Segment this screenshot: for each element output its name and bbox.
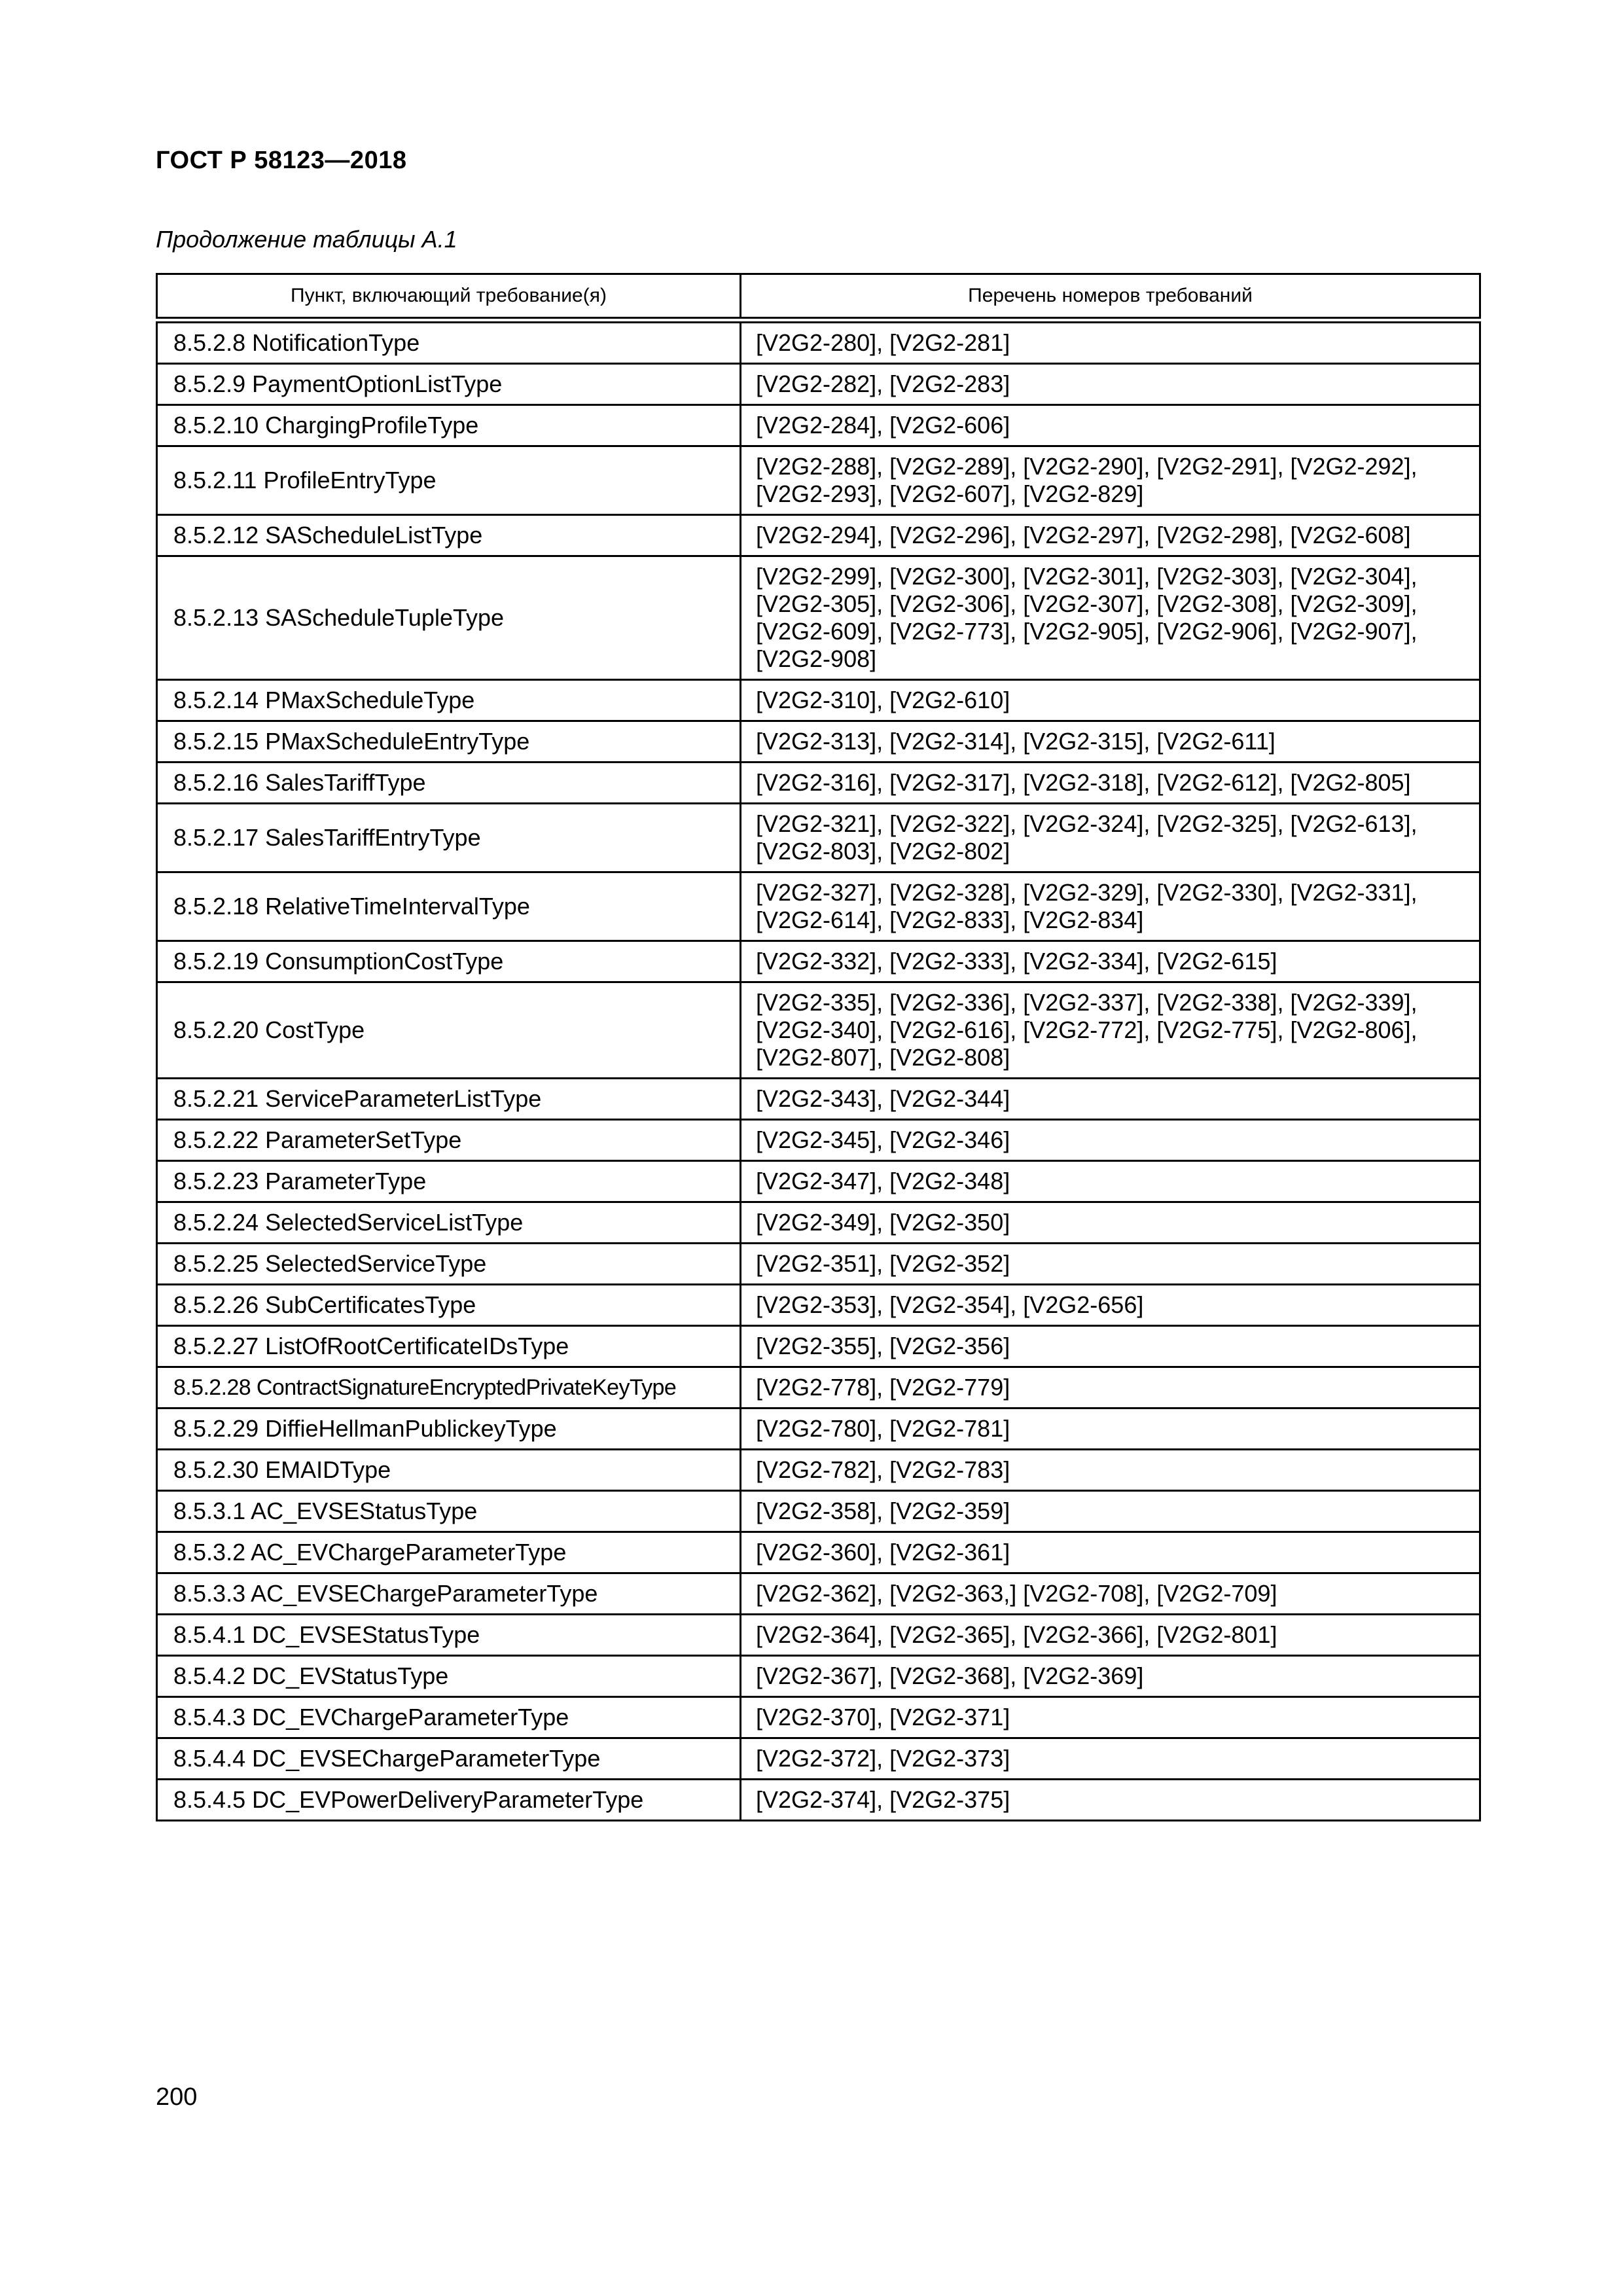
- requirements-cell: [741, 1780, 1480, 1821]
- requirements-line: [V2G2-370], [V2G2-371]: [756, 1704, 1010, 1731]
- requirements-line: [V2G2-284], [V2G2-606]: [756, 412, 1010, 439]
- table-row: [157, 320, 1480, 364]
- requirements-cell: [741, 1326, 1480, 1367]
- table-row: [157, 1656, 1480, 1697]
- item-cell: 8.5.2.15 PMaxScheduleEntryType: [157, 721, 741, 762]
- requirements-line: [V2G2-908]: [756, 645, 877, 672]
- requirements-line: [V2G2-367], [V2G2-368], [V2G2-369]: [756, 1662, 1144, 1689]
- requirements-cell: [741, 941, 1480, 982]
- requirements-line: [V2G2-282], [V2G2-283]: [756, 370, 1010, 397]
- item-cell: 8.5.3.3 AC_EVSEChargeParameterType: [157, 1573, 741, 1615]
- item-cell: 8.5.4.3 DC_EVChargeParameterType: [157, 1697, 741, 1738]
- table-row: [157, 762, 1480, 804]
- requirements-cell: [741, 320, 1480, 364]
- item-cell: 8.5.2.9 PaymentOptionListType: [157, 364, 741, 405]
- requirements-cell: [741, 1450, 1480, 1491]
- table-row: [157, 1202, 1480, 1244]
- requirements-cell: [741, 364, 1480, 405]
- table-row: [157, 982, 1480, 1079]
- requirements-line: [V2G2-609], [V2G2-773], [V2G2-905], [V2G2-906], [V2G2-907],: [756, 618, 1418, 645]
- table-row: [157, 1532, 1480, 1573]
- item-cell: 8.5.2.26 SubCertificatesType: [157, 1285, 741, 1326]
- requirements-cell: [741, 1615, 1480, 1656]
- item-cell: 8.5.2.30 EMAIDType: [157, 1450, 741, 1491]
- requirements-line: [V2G2-310], [V2G2-610]: [756, 687, 1010, 713]
- table-body: [157, 320, 1480, 1821]
- requirements-line: [V2G2-335], [V2G2-336], [V2G2-337], [V2G2-338], [V2G2-339],: [756, 989, 1418, 1016]
- requirements-line: [V2G2-321], [V2G2-322], [V2G2-324], [V2G2-325], [V2G2-613],: [756, 810, 1418, 837]
- table-row: [157, 1408, 1480, 1450]
- column-header-item: Пункт, включающий требование(я): [157, 274, 741, 321]
- table-header-row: [157, 274, 1480, 321]
- requirements-cell: [741, 1408, 1480, 1450]
- requirements-cell: [741, 515, 1480, 556]
- item-cell: 8.5.2.17 SalesTariffEntryType: [157, 804, 741, 872]
- requirements-cell: [741, 1532, 1480, 1573]
- requirements-line: [V2G2-360], [V2G2-361]: [756, 1539, 1010, 1566]
- item-cell: 8.5.2.25 SelectedServiceType: [157, 1244, 741, 1285]
- requirements-cell: [741, 1656, 1480, 1697]
- requirements-cell: [741, 1285, 1480, 1326]
- requirements-line: [V2G2-288], [V2G2-289], [V2G2-290], [V2G2-291], [V2G2-292],: [756, 453, 1418, 480]
- table-row: [157, 515, 1480, 556]
- requirements-line: [V2G2-294], [V2G2-296], [V2G2-297], [V2G2-298], [V2G2-608]: [756, 522, 1411, 548]
- requirements-cell: [741, 1244, 1480, 1285]
- requirements-cell: [741, 446, 1480, 515]
- requirements-line: [V2G2-355], [V2G2-356]: [756, 1333, 1010, 1359]
- requirements-line: [V2G2-778], [V2G2-779]: [756, 1374, 1010, 1401]
- item-cell: 8.5.4.5 DC_EVPowerDeliveryParameterType: [157, 1780, 741, 1821]
- requirements-cell: [741, 1738, 1480, 1780]
- table-row: [157, 1120, 1480, 1161]
- requirements-line: [V2G2-347], [V2G2-348]: [756, 1168, 1010, 1194]
- requirements-cell: [741, 872, 1480, 941]
- column-header-reqs: Перечень номеров требований: [741, 274, 1480, 321]
- requirements-line: [V2G2-372], [V2G2-373]: [756, 1745, 1010, 1772]
- requirements-line: [V2G2-345], [V2G2-346]: [756, 1126, 1010, 1153]
- requirements-cell: [741, 1491, 1480, 1532]
- item-cell: 8.5.2.19 ConsumptionCostType: [157, 941, 741, 982]
- item-cell: 8.5.4.1 DC_EVSEStatusType: [157, 1615, 741, 1656]
- requirements-line: [V2G2-364], [V2G2-365], [V2G2-366], [V2G2-801]: [756, 1621, 1277, 1648]
- table-row: [157, 872, 1480, 941]
- table-row: [157, 364, 1480, 405]
- requirements-line: [V2G2-780], [V2G2-781]: [756, 1415, 1010, 1442]
- item-cell: 8.5.2.29 DiffieHellmanPublickeyType: [157, 1408, 741, 1450]
- table-row: [157, 1244, 1480, 1285]
- item-cell: 8.5.2.13 SAScheduleTupleType: [157, 556, 741, 680]
- item-cell: 8.5.2.12 SAScheduleListType: [157, 515, 741, 556]
- item-cell: 8.5.2.21 ServiceParameterListType: [157, 1079, 741, 1120]
- requirements-table: [156, 273, 1481, 1821]
- requirements-line: [V2G2-349], [V2G2-350]: [756, 1209, 1010, 1236]
- requirements-cell: [741, 982, 1480, 1079]
- table-row: [157, 1161, 1480, 1202]
- table-row: [157, 1738, 1480, 1780]
- table-row: [157, 804, 1480, 872]
- item-cell: 8.5.2.28 ContractSignatureEncryptedPrivateKeyType: [157, 1367, 741, 1408]
- table-row: [157, 721, 1480, 762]
- requirements-line: [V2G2-299], [V2G2-300], [V2G2-301], [V2G2-303], [V2G2-304],: [756, 563, 1418, 590]
- table-row: [157, 1491, 1480, 1532]
- requirements-cell: [741, 804, 1480, 872]
- requirements-cell: [741, 1367, 1480, 1408]
- requirements-line: [V2G2-803], [V2G2-802]: [756, 838, 1010, 865]
- requirements-line: [V2G2-327], [V2G2-328], [V2G2-329], [V2G2-330], [V2G2-331],: [756, 879, 1418, 906]
- requirements-cell: [741, 1697, 1480, 1738]
- table-row: [157, 941, 1480, 982]
- item-cell: 8.5.3.2 AC_EVChargeParameterType: [157, 1532, 741, 1573]
- table-row: [157, 1780, 1480, 1821]
- requirements-cell: [741, 762, 1480, 804]
- table-header: [157, 274, 1480, 321]
- requirements-line: [V2G2-807], [V2G2-808]: [756, 1044, 1010, 1071]
- requirements-line: [V2G2-305], [V2G2-306], [V2G2-307], [V2G2-308], [V2G2-309],: [756, 590, 1418, 617]
- requirements-line: [V2G2-362], [V2G2-363,] [V2G2-708], [V2G2-709]: [756, 1580, 1277, 1607]
- item-cell: 8.5.2.20 CostType: [157, 982, 741, 1079]
- table-row: [157, 1326, 1480, 1367]
- item-cell: 8.5.2.18 RelativeTimeIntervalType: [157, 872, 741, 941]
- table-row: [157, 405, 1480, 446]
- requirements-line: [V2G2-614], [V2G2-833], [V2G2-834]: [756, 906, 1144, 933]
- table-row: [157, 446, 1480, 515]
- table-row: [157, 1615, 1480, 1656]
- requirements-line: [V2G2-293], [V2G2-607], [V2G2-829]: [756, 480, 1144, 507]
- table-row: [157, 1450, 1480, 1491]
- requirements-line: [V2G2-280], [V2G2-281]: [756, 329, 1010, 356]
- item-cell: 8.5.2.23 ParameterType: [157, 1161, 741, 1202]
- requirements-line: [V2G2-340], [V2G2-616], [V2G2-772], [V2G2-775], [V2G2-806],: [756, 1016, 1418, 1043]
- requirements-cell: [741, 405, 1480, 446]
- requirements-cell: [741, 1202, 1480, 1244]
- item-cell: 8.5.2.11 ProfileEntryType: [157, 446, 741, 515]
- requirements-cell: [741, 1161, 1480, 1202]
- requirements-cell: [741, 1573, 1480, 1615]
- requirements-cell: [741, 721, 1480, 762]
- requirements-line: [V2G2-351], [V2G2-352]: [756, 1250, 1010, 1277]
- item-cell: 8.5.4.4 DC_EVSEChargeParameterType: [157, 1738, 741, 1780]
- item-cell: 8.5.2.16 SalesTariffType: [157, 762, 741, 804]
- item-cell: 8.5.3.1 AC_EVSEStatusType: [157, 1491, 741, 1532]
- requirements-line: [V2G2-353], [V2G2-354], [V2G2-656]: [756, 1291, 1144, 1318]
- table-row: [157, 1079, 1480, 1120]
- document-header: ГОСТ Р 58123—2018: [156, 147, 407, 174]
- requirements-line: [V2G2-313], [V2G2-314], [V2G2-315], [V2G2-611]: [756, 728, 1275, 755]
- item-cell: 8.5.2.10 ChargingProfileType: [157, 405, 741, 446]
- requirements-line: [V2G2-782], [V2G2-783]: [756, 1456, 1010, 1483]
- page-number: 200: [156, 2083, 198, 2111]
- requirements-cell: [741, 556, 1480, 680]
- item-cell: 8.5.2.8 NotificationType: [157, 320, 741, 364]
- table-row: [157, 556, 1480, 680]
- table-row: [157, 680, 1480, 721]
- table-row: [157, 1697, 1480, 1738]
- requirements-cell: [741, 680, 1480, 721]
- item-cell: 8.5.2.27 ListOfRootCertificateIDsType: [157, 1326, 741, 1367]
- requirements-cell: [741, 1079, 1480, 1120]
- item-cell: 8.5.2.14 PMaxScheduleType: [157, 680, 741, 721]
- item-cell: 8.5.4.2 DC_EVStatusType: [157, 1656, 741, 1697]
- requirements-line: [V2G2-332], [V2G2-333], [V2G2-334], [V2G2-615]: [756, 948, 1277, 975]
- table-row: [157, 1285, 1480, 1326]
- item-cell: 8.5.2.24 SelectedServiceListType: [157, 1202, 741, 1244]
- item-cell: 8.5.2.22 ParameterSetType: [157, 1120, 741, 1161]
- table-row: [157, 1367, 1480, 1408]
- requirements-line: [V2G2-358], [V2G2-359]: [756, 1498, 1010, 1524]
- table-caption: Продолжение таблицы А.1: [156, 226, 457, 253]
- requirements-line: [V2G2-343], [V2G2-344]: [756, 1085, 1010, 1112]
- requirements-line: [V2G2-374], [V2G2-375]: [756, 1786, 1010, 1813]
- requirements-line: [V2G2-316], [V2G2-317], [V2G2-318], [V2G2-612], [V2G2-805]: [756, 769, 1411, 796]
- requirements-cell: [741, 1120, 1480, 1161]
- table-row: [157, 1573, 1480, 1615]
